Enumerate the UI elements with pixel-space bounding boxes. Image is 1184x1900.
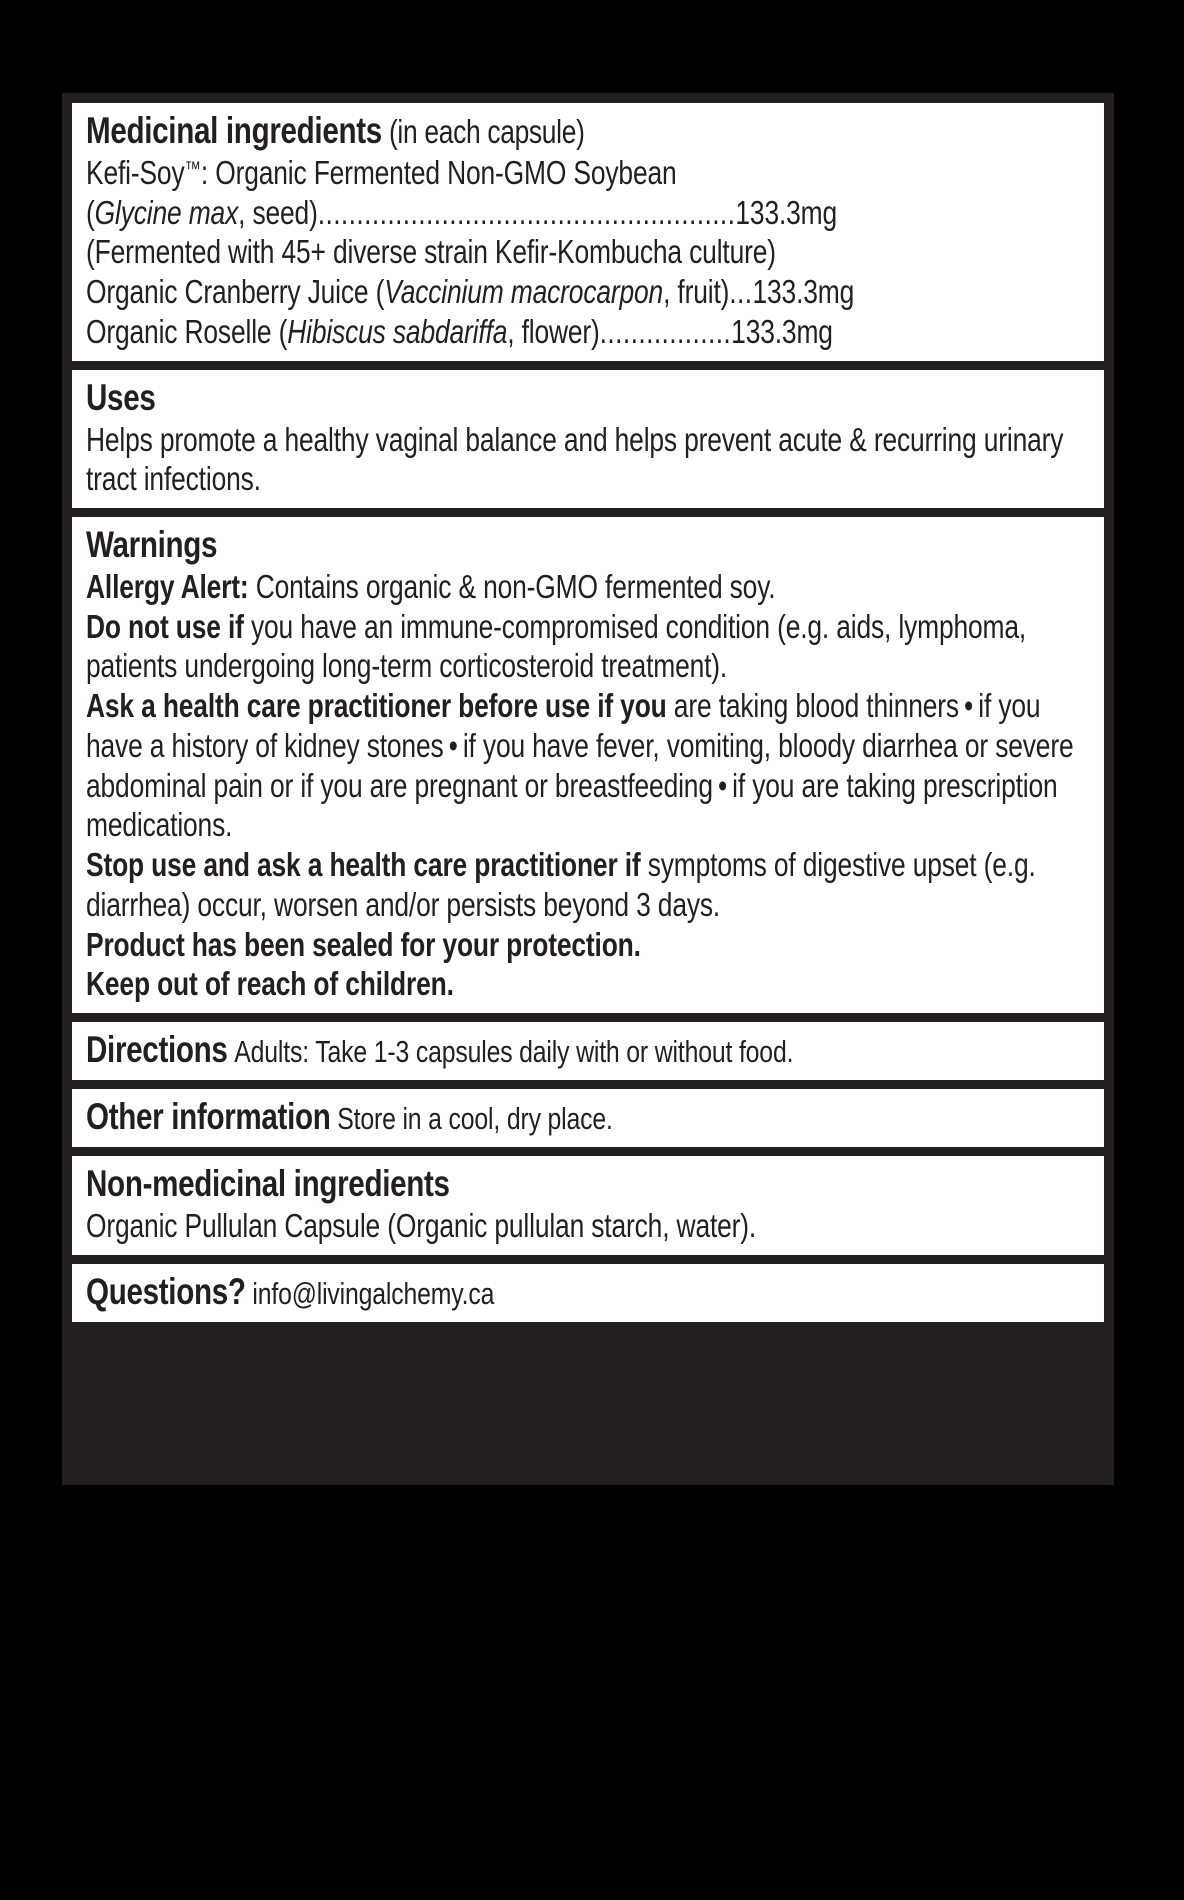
- non-medicinal-heading: Non-medicinal ingredients: [86, 1163, 450, 1205]
- warning-sealed: [86, 925, 1090, 965]
- paren-open: (: [86, 193, 95, 231]
- warning-ask-practitioner: [86, 686, 1090, 845]
- warning-text-stop-use: symptoms of digestive upset (e.g. diarrhea) occur, worsen and/or persists beyond 3 days.: [86, 846, 1036, 923]
- amount-roselle: 133.3mg: [731, 312, 833, 350]
- directions-body: Adults: Take 1-3 capsules daily with or without food.: [234, 1034, 794, 1070]
- uses-heading: Uses: [86, 376, 156, 418]
- warning-lead-sealed: Product has been sealed for your protection.: [86, 925, 641, 963]
- warning-text-ask-practitioner: are taking blood thinners • if you have a history of kidney stones • if you have fever, vomiting, bloody diarrhea or severe abdominal pain or if you are pregnant or breastfeeding • if you are taking prescription medications.: [86, 687, 1074, 844]
- warning-do-not-use: [86, 607, 1090, 687]
- ingredient-line-glycine: [86, 193, 1090, 233]
- botanical-name-glycine: Glycine max: [94, 193, 239, 231]
- medicinal-heading-row: [86, 110, 1090, 153]
- section-warnings: [72, 517, 1104, 1013]
- warning-text-allergy: Contains organic & non-GMO fermented soy.: [248, 567, 776, 605]
- warnings-heading: Warnings: [86, 524, 218, 566]
- warning-text-do-not-use: you have an immune-compromised condition (e.g. aids, lymphoma, patients undergoing long-term corticosteroid treatment).: [86, 607, 1027, 685]
- warnings-body: [86, 567, 1090, 1004]
- warning-allergy-alert: [86, 567, 1090, 607]
- directions-heading: Directions: [86, 1029, 228, 1071]
- section-other-information: [72, 1089, 1104, 1147]
- medicinal-ingredient-list: [86, 153, 1090, 352]
- ingredient-line-kefisoy: [86, 153, 1090, 193]
- uses-body: Helps promote a healthy vaginal balance and helps prevent acute & recurring urinary tract infections.: [86, 420, 1064, 498]
- section-medicinal-ingredients: [72, 103, 1104, 361]
- ingredient-line-cranberry: [86, 272, 1090, 312]
- cranberry-pre: Organic Cranberry Juice (: [86, 273, 385, 311]
- medicinal-heading: Medicinal ingredients: [86, 110, 382, 151]
- dot-leader-cranberry: ...: [729, 273, 753, 311]
- section-questions: [72, 1264, 1104, 1322]
- other-information-body: Store in a cool, dry place.: [337, 1101, 613, 1137]
- ingredient-line-roselle: [86, 312, 1090, 352]
- roselle-part: , flower): [507, 312, 600, 350]
- warning-stop-use: [86, 845, 1090, 925]
- amount-glycine: 133.3mg: [735, 193, 838, 231]
- questions-email: info@livingalchemy.ca: [252, 1275, 495, 1311]
- warning-lead-ask-practitioner: Ask a health care practitioner before use if you: [86, 687, 667, 725]
- botanical-name-hibiscus: Hibiscus sabdariffa: [287, 312, 508, 350]
- non-medicinal-body: Organic Pullulan Capsule (Organic pullulan starch, water).: [86, 1207, 757, 1245]
- section-non-medicinal-ingredients: [72, 1156, 1104, 1255]
- warning-lead-do-not-use: Do not use if: [86, 607, 244, 645]
- botanical-name-vaccinium: Vaccinium macrocarpon: [384, 273, 664, 311]
- drug-facts-label: [62, 93, 1114, 1485]
- ingredient-line-fermentation-note: (Fermented with 45+ diverse strain Kefir-Kombucha culture): [86, 233, 776, 271]
- warning-lead-keep-away: Keep out of reach of children.: [86, 965, 454, 1003]
- ingredient-kefisoy-desc: : Organic Fermented Non-GMO Soybean: [200, 153, 677, 191]
- section-uses: [72, 370, 1104, 508]
- medicinal-heading-sub: (in each capsule): [388, 113, 585, 150]
- ingredient-name-kefisoy: Kefi-Soy: [86, 153, 185, 191]
- roselle-pre: Organic Roselle (: [86, 312, 288, 350]
- warning-keep-away-children: [86, 964, 1090, 1004]
- warning-lead-stop-use: Stop use and ask a health care practitioner if: [86, 846, 641, 884]
- other-information-heading: Other information: [86, 1096, 331, 1138]
- dot-leader-glycine: ......................................................: [317, 193, 736, 231]
- amount-cranberry: 133.3mg: [752, 273, 855, 311]
- glycine-part: , seed): [238, 193, 318, 231]
- trademark-symbol: ™: [184, 157, 201, 181]
- warning-lead-allergy: Allergy Alert:: [86, 567, 249, 605]
- cranberry-part: , fruit): [663, 273, 730, 311]
- questions-heading: Questions?: [86, 1270, 246, 1312]
- dot-leader-roselle: .................: [599, 312, 732, 350]
- section-directions: [72, 1022, 1104, 1080]
